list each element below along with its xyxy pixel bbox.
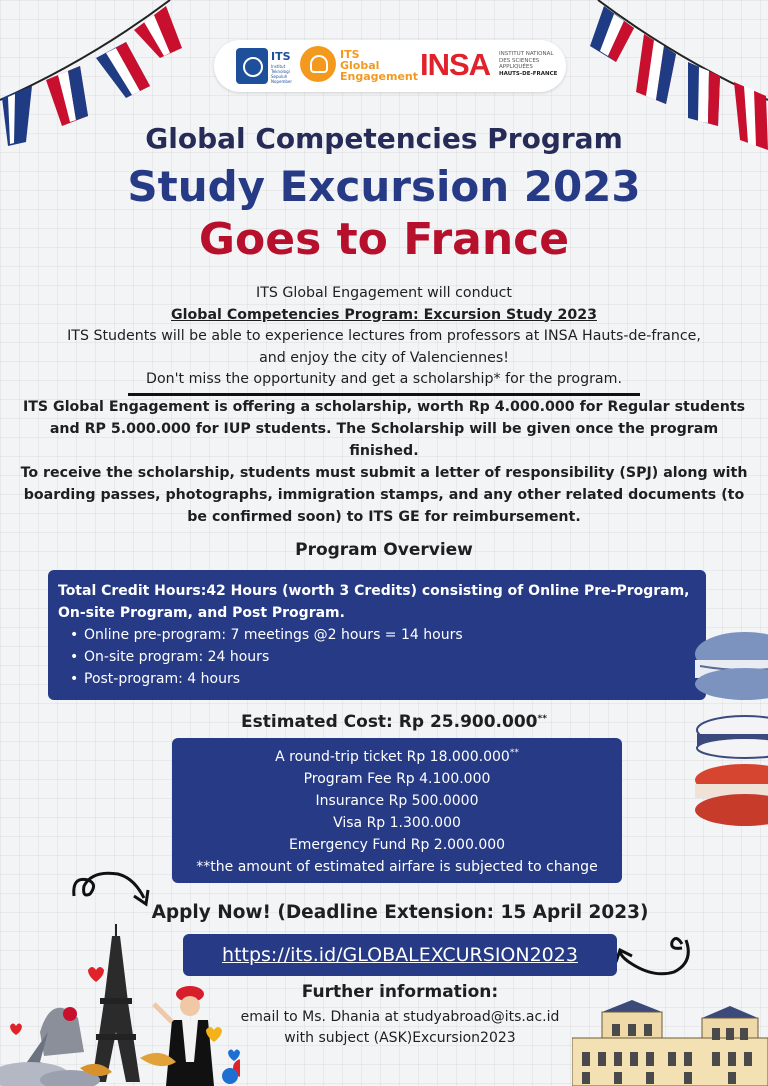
ge-logo-line2: Global xyxy=(340,59,380,72)
overview-list xyxy=(58,624,463,690)
cost-ticket-mark: ** xyxy=(509,748,519,758)
macaron-red xyxy=(695,764,768,826)
flag-right-1 xyxy=(590,6,634,62)
insa-logo xyxy=(420,48,560,84)
ge-logo-text xyxy=(340,49,418,82)
insa-line3: APPLIQUÉES xyxy=(499,64,533,70)
cost-item: Emergency Fund Rp 2.000.000 xyxy=(288,837,506,853)
list-item: • On-site program: 24 hours xyxy=(58,646,463,668)
cost-item-ticket-text: A round-trip ticket Rp 18.000.000 xyxy=(275,749,510,765)
girl-figure xyxy=(154,986,214,1086)
cost-title xyxy=(0,712,768,732)
intro-line4: and enjoy the city of Valenciennes! xyxy=(259,349,509,366)
its-logo-text: ITS xyxy=(271,50,291,63)
flag-right-2 xyxy=(636,34,676,104)
scholarship-paragraph-1: ITS Global Engagement is offering a scholarship, worth Rp 4.000.000 for Regular students and RP 5.000.000 for IUP students. The Scholarship will be given once the program finished. xyxy=(22,399,746,459)
louvre-illustration xyxy=(572,992,768,1086)
intro-program-name: Global Competencies Program: Excursion Study 2023 xyxy=(171,306,597,323)
ge-emblem-icon xyxy=(300,46,336,82)
curly-arrow-right-icon xyxy=(612,932,696,982)
clouds xyxy=(0,1062,100,1086)
its-logo xyxy=(236,48,292,84)
cost-note: **the amount of estimated airfare is subjected to change xyxy=(196,859,598,875)
eiffel-tower xyxy=(92,924,140,1082)
apply-heading: Apply Now! (Deadline Extension: 15 April 2023) xyxy=(151,902,649,923)
scholarship-text xyxy=(20,396,748,528)
ge-logo-line1: ITS xyxy=(340,48,360,61)
cost-item: Program Fee Rp 4.100.000 xyxy=(303,771,491,787)
insa-line2: DES SCIENCES xyxy=(499,57,540,64)
overview-title: Program Overview xyxy=(295,540,473,560)
intro-text xyxy=(20,283,748,391)
program-heading: Global Competencies Program xyxy=(145,122,623,155)
overview-lead: Total Credit Hours:42 Hours (worth 3 Credits) consisting of Online Pre-Program, On-site Program, and Post Program. xyxy=(58,583,690,621)
cost-box xyxy=(172,738,622,883)
scholarship-paragraph-2: To receive the scholarship, students must submit a letter of responsibility (SPJ) along with boarding passes, photographs, immigration stamps, and any other related documents (to be confirmed soon) to ITS GE for reimbursement. xyxy=(20,465,748,525)
intro-scholarship-note: Don't miss the opportunity and get a scholarship* for the program. xyxy=(146,371,622,387)
page-title: Study Excursion 2023 xyxy=(127,162,641,211)
page-subtitle: Goes to France xyxy=(198,214,570,265)
eiffel-tower-illustration xyxy=(0,922,240,1086)
registration-link-box[interactable] xyxy=(183,934,617,976)
louvre-building xyxy=(572,1000,768,1086)
its-seal-icon xyxy=(236,48,268,84)
cost-item-ticket xyxy=(172,738,622,768)
list-item: • Online pre-program: 7 meetings @2 hours = 14 hours xyxy=(58,624,463,646)
insa-logo-text xyxy=(499,51,561,77)
its-logo-subtext: Institut Teknologi Sepuluh Nopember xyxy=(271,64,292,84)
further-info-title: Further information: xyxy=(301,982,499,1002)
insa-line4: HAUTS-DE-FRANCE xyxy=(499,70,558,77)
insa-line1: INSTITUT NATIONAL xyxy=(499,51,554,57)
logo-bar xyxy=(214,40,566,92)
ge-logo-line3: Engagement xyxy=(340,70,418,83)
balloons xyxy=(222,1059,240,1084)
flag-right-3 xyxy=(688,62,720,126)
cost-title-mark: ** xyxy=(537,714,547,724)
intro-line1: ITS Global Engagement will conduct xyxy=(256,285,512,301)
insa-logo-mark: INSA xyxy=(420,47,491,82)
cost-title-text: Estimated Cost: Rp 25.900.000 xyxy=(241,712,538,732)
overview-box xyxy=(48,570,706,700)
registration-link[interactable]: https://its.id/GLOBALEXCURSION2023 xyxy=(222,944,578,966)
its-global-engagement-logo xyxy=(300,46,418,86)
flag-left-3 xyxy=(96,42,150,98)
contact-email-line: email to Ms. Dhania at studyabroad@its.ac.id xyxy=(240,1009,560,1025)
cost-item: Visa Rp 1.300.000 xyxy=(333,815,461,831)
macaron-blue xyxy=(695,632,768,700)
intro-line3: ITS Students will be able to experience lectures from professors at INSA Hauts-de-france, xyxy=(67,328,701,344)
cost-item: Insurance Rp 500.0000 xyxy=(315,793,479,809)
flag-left-4 xyxy=(134,6,182,58)
list-item: • Post-program: 4 hours xyxy=(58,668,463,690)
contact-subject-line: with subject (ASK)Excursion2023 xyxy=(284,1030,516,1046)
